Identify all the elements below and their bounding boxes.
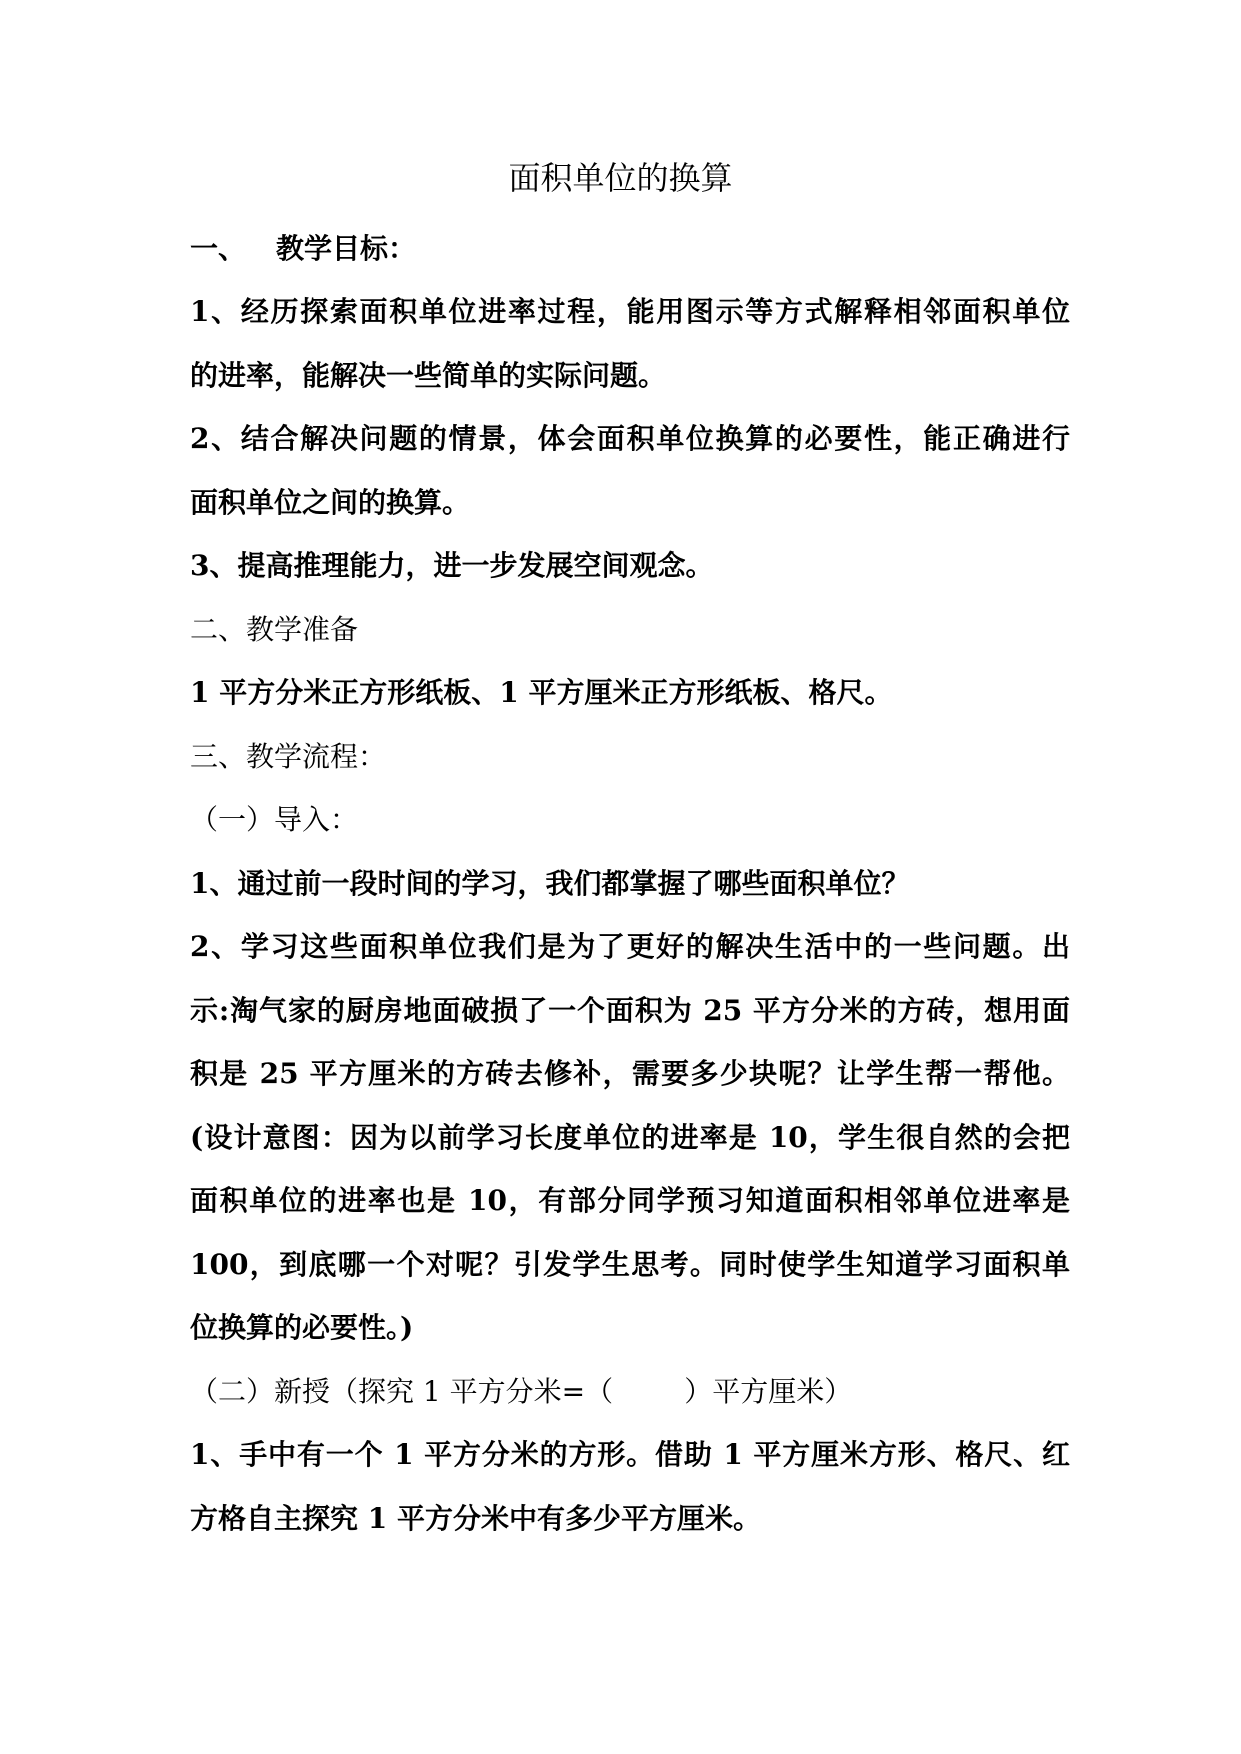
subsection-heading: （二）新授（探究 1 平方分米=（ ）平方厘米） <box>190 1375 853 1408</box>
paragraph-line: 位换算的必要性。) <box>190 1311 414 1344</box>
paragraph-line: 1、手中有一个 1 平方分米的方形。借助 1 平方厘米方形、格尺、红 <box>190 1438 1070 1471</box>
section-3-heading: 三、教学流程： <box>190 740 387 773</box>
document-title: 面积单位的换算 <box>508 159 733 197</box>
paragraph-line: 方格自主探究 1 平方分米中有多少平方厘米。 <box>190 1502 761 1535</box>
paragraph-line: 的进率，能解决一些简单的实际问题。 <box>190 359 667 392</box>
subsection-heading: （一）导入： <box>190 803 359 836</box>
paragraph-line: 100，到底哪一个对呢？引发学生思考。同时使学生知道学习面积单 <box>190 1248 1070 1281</box>
section-1-number: 一、 <box>190 232 247 265</box>
section-1-title: 教学目标： <box>276 232 417 265</box>
paragraph-line: 面积单位的进率也是 10，有部分同学预习知道面积相邻单位进率是 <box>190 1184 1070 1217</box>
section-2-heading: 二、教学准备 <box>190 613 359 646</box>
paragraph-line: 1 平方分米正方形纸板、1 平方厘米正方形纸板、格尺。 <box>190 676 893 709</box>
paragraph-line: 2、学习这些面积单位我们是为了更好的解决生活中的一些问题。出 <box>190 930 1070 963</box>
paragraph-line: 1、通过前一段时间的学习，我们都掌握了哪些面积单位？ <box>190 867 910 900</box>
paragraph-line: 3、提高推理能力，进一步发展空间观念。 <box>190 549 714 582</box>
paragraph-line: 2、结合解决问题的情景，体会面积单位换算的必要性，能正确进行 <box>190 422 1070 455</box>
paragraph-line: (设计意图：因为以前学习长度单位的进率是 10，学生很自然的会把 <box>190 1121 1070 1154</box>
section-1-heading <box>190 229 1070 269</box>
paragraph-line: 1、经历探索面积单位进率过程，能用图示等方式解释相邻面积单位 <box>190 295 1070 328</box>
paragraph-line: 积是 25 平方厘米的方砖去修补，需要多少块呢？让学生帮一帮他。 <box>190 1057 1070 1090</box>
paragraph-line: 示:淘气家的厨房地面破损了一个面积为 25 平方分米的方砖，想用面 <box>190 994 1070 1027</box>
paragraph-line: 面积单位之间的换算。 <box>190 486 471 519</box>
